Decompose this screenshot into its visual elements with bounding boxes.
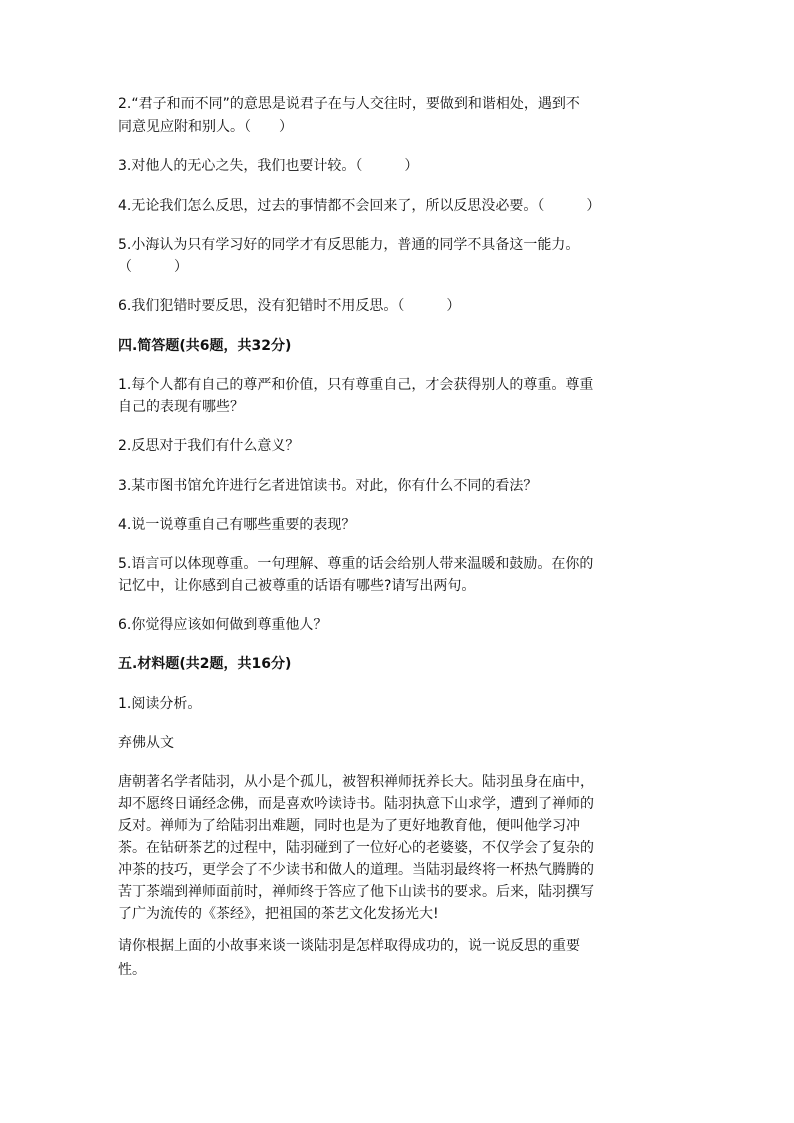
short-answer-6: 6.你觉得应该如何做到尊重他人？ (118, 617, 328, 633)
material-prompt-line: 性。 (118, 962, 146, 978)
story-line: 了广为流传的《茶经》，把祖国的茶艺文化发扬光大! (118, 906, 439, 922)
section-heading: 四.简答题(共6题，共32分) (118, 338, 292, 354)
judgment-item-4: 4.无论我们怎么反思，过去的事情都不会回来了，所以反思没必要。（ ） (118, 198, 601, 214)
story-line: 唐朝著名学者陆羽，从小是个孤儿，被智积禅师抚养长大。陆羽虽身在庙中， (118, 774, 594, 790)
section-heading: 五.材料题(共2题，共16分) (118, 656, 292, 672)
story-line: 茶。在钻研茶艺的过程中，陆羽碰到了一位好心的老婆婆，不仅学会了复杂的 (118, 840, 594, 856)
story-line: 苦丁茶端到禅师面前时，禅师终于答应了他下山读书的要求。后来，陆羽撰写 (118, 884, 594, 900)
material-question-1: 1.阅读分析。 (118, 696, 202, 712)
judgment-item-6: 6.我们犯错时要反思，没有犯错时不用反思。（ ） (118, 298, 461, 314)
short-answer-5-line2: 记忆中，让你感到自己被尊重的话语有哪些?请写出两句。 (118, 578, 476, 594)
judgment-item-5-line2: （ ） (118, 259, 188, 275)
story-line: 反对。禅师为了给陆羽出难题，同时也是为了更好地教育他，便叫他学习冲 (118, 818, 580, 834)
short-answer-3: 3.某市图书馆允许进行乞者进馆读书。对此，你有什么不同的看法？ (118, 478, 538, 494)
short-answer-5-line1: 5.语言可以体现尊重。一句理解、尊重的话会给别人带来温暖和鼓励。在你的 (118, 556, 594, 572)
short-answer-1-line2: 自己的表现有哪些？ (118, 399, 244, 415)
short-answer-4: 4.说一说尊重自己有哪些重要的表现？ (118, 517, 356, 533)
story-title: 弃佛从文 (118, 735, 174, 751)
story-line: 冲茶的技巧，更学会了不少读书和做人的道理。当陆羽最终将一杯热气腾腾的 (118, 862, 594, 878)
judgment-item-3: 3.对他人的无心之失，我们也要计较。（ ） (118, 158, 419, 174)
short-answer-2: 2.反思对于我们有什么意义？ (118, 438, 300, 454)
short-answer-1-line1: 1.每个人都有自己的尊严和价值，只有尊重自己，才会获得别人的尊重。尊重 (118, 377, 594, 393)
material-prompt-line: 请你根据上面的小故事来谈一谈陆羽是怎样取得成功的，说一说反思的重要 (118, 938, 580, 954)
judgment-item-2-line1: 2.“君子和而不同”的意思是说君子在与人交往时，要做到和谐相处，遇到不 (118, 96, 580, 112)
story-line: 却不愿终日诵经念佛，而是喜欢吟读诗书。陆羽执意下山求学，遭到了禅师的 (118, 796, 594, 812)
judgment-item-5-line1: 5.小海认为只有学习好的同学才有反思能力，普通的同学不具备这一能力。 (118, 237, 580, 253)
judgment-item-2-line2: 同意见应附和别人。（ ） (118, 119, 293, 135)
